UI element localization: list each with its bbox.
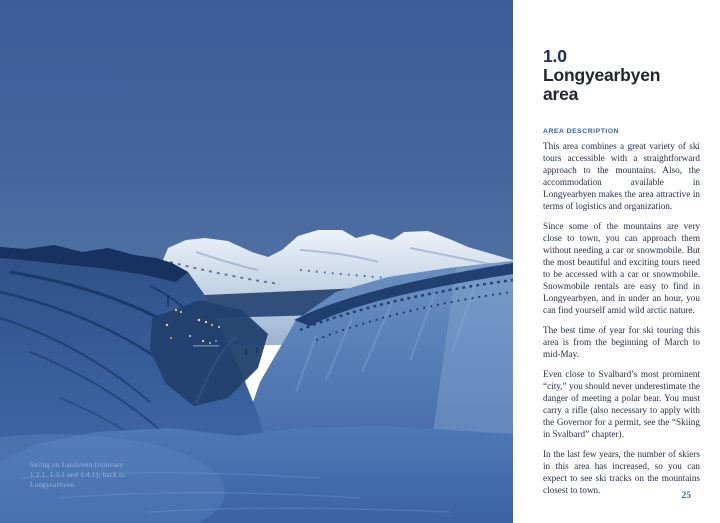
caption-line: Skiing on Larsbreen (itinerary [30, 461, 124, 469]
article-body [543, 140, 700, 496]
page-number: 25 [681, 491, 691, 501]
paragraph-4: Even close to Svalbard’s most prominent “city,” you should never underestimate the danger of meeting a polar bear. You must carry a rifle (also necessary to apply with the Governor for a permit, see the “Skiing in Svalbard” chapter). [543, 369, 700, 439]
text-column [543, 47, 700, 504]
photo-caption [30, 460, 160, 490]
caption-line: Longyearbyen. [30, 481, 77, 489]
section-label: AREA DESCRIPTION [543, 128, 620, 135]
chapter-number: 1.0 [543, 46, 567, 66]
paragraph-2: Since some of the mountains are very close to town, you can approach them without needing a car or snowmobile. But the most beautiful and exciting tours need to be accessed with a car or snowmobile. Snowmobile rentals are easy to find in Longyearbyen, and in under an hour, you can find yourself amid wild arctic nature. [543, 221, 700, 315]
chapter-title [543, 47, 700, 104]
paragraph-5: In the last few years, the number of skiers in this area has increased, so you can expect to see ski tracks on the mountains closest to town. [543, 449, 700, 495]
caption-line: 1.2.1, 1.3.1 and 1.4.1); back to [30, 471, 126, 479]
chapter-title-line1: Longyearbyen [543, 65, 661, 85]
chapter-title-line2: area [543, 84, 579, 104]
paragraph-1: This area combines a great variety of ski tours accessible with a straightforward approach to the mountains. Also, the accommodation available in Longyearbyen makes the area attractive in terms of logistics and organization. [543, 141, 700, 211]
paragraph-3: The best time of year for ski touring this area is from the beginning of March to mid-May. [543, 325, 700, 359]
